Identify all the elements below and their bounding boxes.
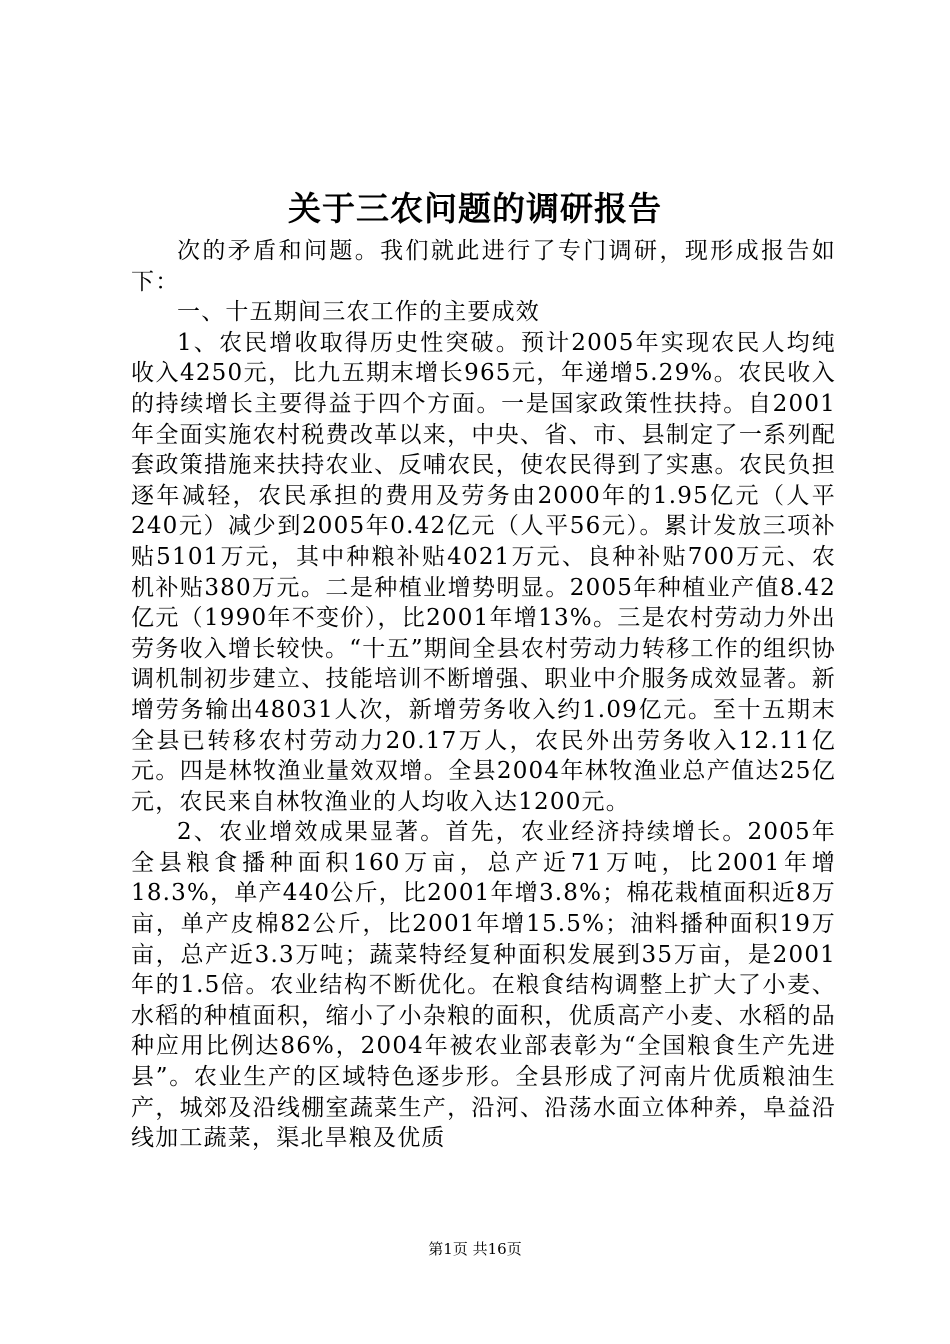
document-title: 关于三农问题的调研报告 — [288, 189, 662, 228]
paragraph-intro: 次的矛盾和问题。我们就此进行了专门调研，现形成报告如下： — [131, 238, 836, 295]
paragraph-farmer-income: 1、农民增收取得历史性突破。预计2005年实现农民人均纯收入4250元，比九五期末增长965元，年递增5.29%。农民收入的持续增长主要得益于四个方面。一是国家政策性扶持。自2001年全面实施农村税费改革以来，中央、省、市、县制定了一系列配套政策措施来扶持农业、反哺农民，使农民得到了实惠。农民负担逐年减轻，农民承担的费用及劳务由2000年的1.95亿元（人平240元）减少到2005年0.42亿元（人平56元）。累计发放三项补贴5101万元，其中种粮补贴4021万元、良种补贴700万元、农机补贴380万元。二是种植业增势明显。2005年种植业产值8.42亿元（1990年不变价），比2001年增13%。三是农村劳动力外出劳务收入增长较快。“十五”期间全县农村劳动力转移工作的组织协调机制初步建立、技能培训不断增强、职业中介服务成效显著。新增劳务输出48031人次，新增劳务收入约1.09亿元。至十五期末全县已转移农村劳动力20.17万人，农民外出劳务收入12.11亿元。四是林牧渔业量效双增。全县2004年林牧渔业总产值达25亿元，农民来自林牧渔业的人均收入达1200元。 — [131, 329, 836, 815]
paragraph-agriculture-efficiency: 2、农业增效成果显著。首先，农业经济持续增长。2005年全县粮食播种面积160万亩，总产近71万吨，比2001年增18.3%，单产440公斤，比2001年增3.8%；棉花栽植面积近8万亩，单产皮棉82公斤，比2001年增15.5%；油料播种面积19万亩，总产近3.3万吨；蔬菜特经复种面积发展到35万亩，是2001年的1.5倍。农业结构不断优化。在粮食结构调整上扩大了小麦、水稻的种植面积，缩小了小杂粮的面积，优质高产小麦、水稻的品种应用比例达86%，2004年被农业部表彰为“全国粮食生产先进县”。农业生产的区域特色逐步形。全县形成了河南片优质粮油生产，城郊及沿线棚室蔬菜生产，沿河、沿荡水面立体种养，阜益沿线加工蔬菜，渠北旱粮及优质 — [131, 819, 836, 1152]
document-body — [131, 236, 836, 1154]
section-heading-achievements: 一、十五期间三农工作的主要成效 — [177, 299, 540, 326]
page-footer: 第1页 共16页 — [428, 1240, 522, 1258]
